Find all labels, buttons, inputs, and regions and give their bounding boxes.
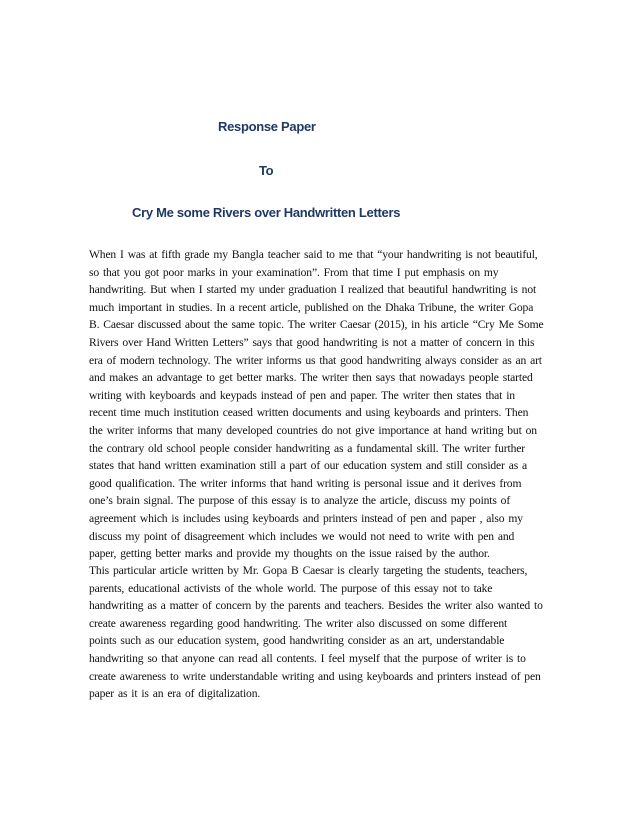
text-line: handwriting. But when I started my under graduation I realized that beautiful handwriting is not — [89, 283, 537, 297]
text-line: era of modern technology. The writer informs us that good handwriting always consider as an art — [89, 353, 542, 367]
text-line: writing with keyboards and keypads instead of pen and paper. The writer then states that in — [89, 388, 515, 402]
page-title: Response Paper — [218, 119, 316, 134]
heading-to: To — [259, 163, 274, 178]
text-line: discuss my point of disagreement which includes we would not need to write with pen and — [89, 529, 515, 543]
text-line: B. Caesar discussed about the same topic. The writer Caesar (2015), in his article “Cry Me Some — [89, 318, 544, 332]
text-line: create awareness regarding good handwriting. The writer also discussed on some different — [89, 616, 508, 630]
text-line: create awareness to write understandable writing and using keyboards and printers instead of pen — [89, 669, 541, 683]
text-line: agreement which is includes using keyboards and printers instead of pen and paper , also my — [89, 511, 523, 525]
text-line: paper as it is an era of digitalization. — [89, 687, 261, 701]
text-line: the contrary old school people consider handwriting as a fundamental skill. The writer further — [89, 441, 525, 455]
text-line: much important in studies. In a recent article, published on the Dhaka Tribune, the writer Gopa — [89, 300, 534, 314]
text-line: Rivers over Hand Written Letters” says that good handwriting is not a matter of concern in this — [89, 335, 535, 349]
text-line: recent time much institution ceased written documents and using keyboards and printers. Then — [89, 406, 529, 420]
paragraph-introduction — [89, 246, 569, 563]
text-line: one’s brain signal. The purpose of this essay is to analyze the article, discuss my points of — [89, 494, 511, 508]
text-line: parents, educational activists of the whole world. The purpose of this essay not to take — [89, 581, 493, 595]
text-line: handwriting as a matter of concern by the parents and teachers. Besides the writer also wanted to — [89, 599, 543, 613]
text-line: good qualification. The writer informs that hand writing is personal issue and it derives from — [89, 476, 522, 490]
text-line: paper, getting better marks and provide my thoughts on the issue raised by the author. — [89, 547, 490, 561]
text-line: so that you got poor marks in your examination”. From that time I put emphasis on my — [89, 265, 499, 279]
article-title: Cry Me some Rivers over Handwritten Letters — [132, 205, 401, 220]
text-line: the writer informs that many developed countries do not give importance at hand writing but on — [89, 423, 537, 437]
text-line: This particular article written by Mr. Gopa B Caesar is clearly targeting the students, teachers, — [89, 564, 528, 577]
paragraph-summary — [89, 562, 569, 703]
text-line: and makes an advantage to get better marks. The writer then says that nowadays people started — [89, 371, 533, 385]
text-line: points such as our education system, good handwriting consider as an art, understandable — [89, 634, 505, 648]
text-line: handwriting so that anyone can read all contents. I feel myself that the purpose of writer is to — [89, 651, 526, 665]
text-line: states that hand written examination still a part of our education system and still consider as a — [89, 459, 528, 473]
text-line: When I was at fifth grade my Bangla teacher said to me that “your handwriting is not beautiful, — [89, 248, 538, 261]
